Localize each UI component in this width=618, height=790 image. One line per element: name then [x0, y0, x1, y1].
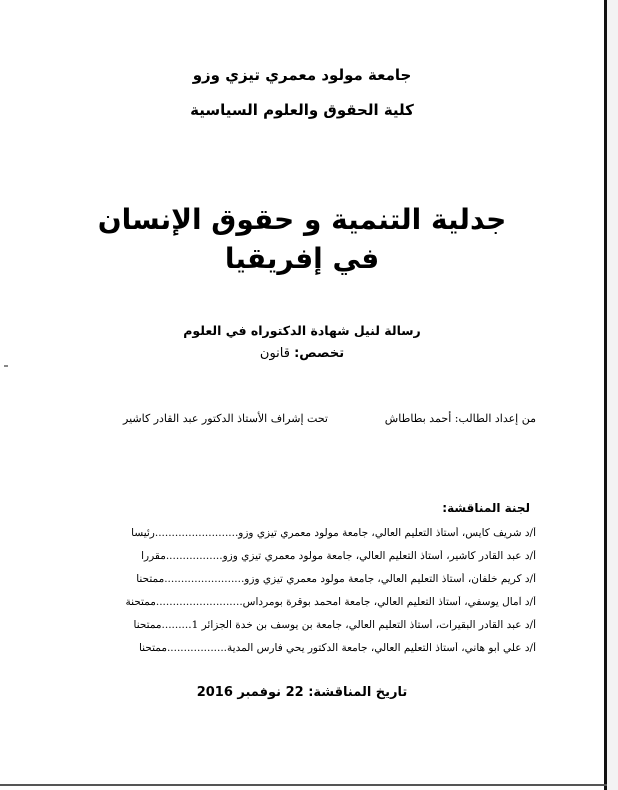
faculty-name: كلية الحقوق والعلوم السياسية [190, 101, 414, 119]
committee-member: أ/د عبد القادر كاشير، أستاذ التعليم العالي، جامعة مولود معمري تيزي وزو.................مقررا [141, 550, 536, 562]
university-name: جامعة مولود معمري تيزي وزو [192, 66, 412, 84]
committee-member: أ/د آمال يوسفي، أستاذ التعليم العالي، جامعة امحمد بوقرة بومرداس..........................ممتحنة [125, 596, 536, 608]
defense-date: تاريخ المناقشة: 22 نوفمبر 2016 [196, 685, 408, 700]
committee-member: أ/د كريم خلفان، أستاذ التعليم العالي، جامعة مولود معمري تيزي وزو........................ممتحنا [136, 573, 536, 585]
committee-member: أ/د شريف كايس، أستاذ التعليم العالي، جامعة مولود معمري تيزي وزو.........................رئيسا [131, 527, 536, 539]
thesis-title-line1: جدلية التنمية و حقوق الإنسان [97, 203, 507, 236]
committee-member: أ/د عبد القادر البقيرات، أستاذ التعليم العالي، جامعة بن يوسف بن خدة الجزائر 1.........ممتحنا [133, 619, 536, 631]
page-shadow [607, 0, 618, 790]
thesis-title-line2: في إفريقيا [224, 242, 380, 275]
degree-line: رسالة لنيل شهادة الدكتوراه في العلوم [183, 323, 421, 338]
committee-member: أ/د علي أبو هاني، أستاذ التعليم العالي، جامعة الدكتور يحي فارس المدية..................ممتحنا [138, 642, 536, 654]
specialty-line [0, 346, 604, 361]
page-border-bottom [0, 784, 607, 786]
specialty-value: قانون [259, 346, 290, 361]
specialty-label: تخصص: [294, 346, 345, 361]
supervisor-name: تحت إشراف الأستاذ الدكتور عبد القادر كاشير [123, 412, 328, 425]
student-name: من إعداد الطالب: أحمد بطاطاش [384, 412, 536, 425]
margin-mark [4, 365, 8, 367]
committee-title: لجنة المناقشة: [442, 501, 530, 515]
